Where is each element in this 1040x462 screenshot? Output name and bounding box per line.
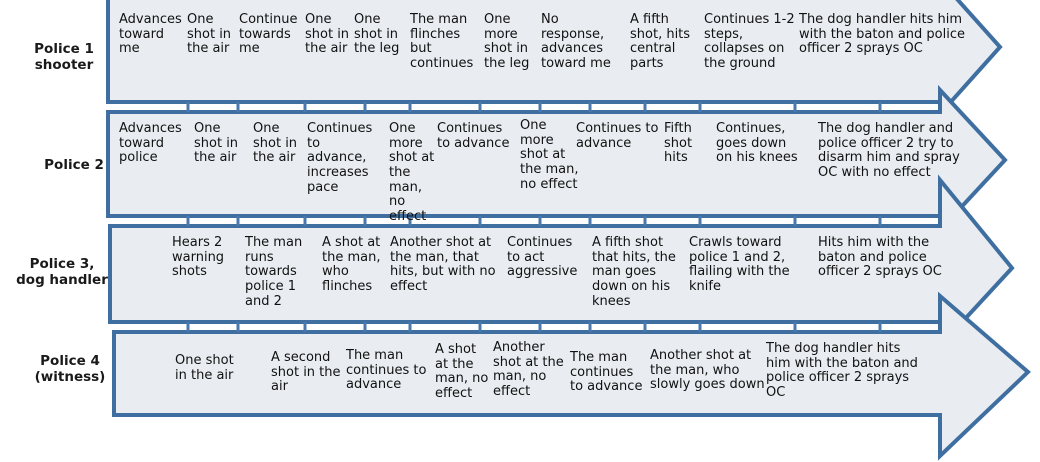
event-cell: One shot in the air [305,12,350,57]
event-cell: Advances toward police [119,121,182,166]
event-cell: Continue towards me [239,12,298,57]
event-cell: Crawls toward police 1 and 2, flailing with the knife [689,235,790,295]
event-cell: Hits him with the baton and police officer 2 sprays OC [818,235,942,280]
event-cell: A shot at the man, who flinches [322,235,381,295]
event-cell: Continues 1-2 steps, collapses on the ground [704,12,795,72]
event-cell: Continues to advance [576,121,659,151]
event-cell: One more shot in the leg [484,12,530,72]
event-cell: Advances toward me [119,12,182,57]
event-cell: The dog handler hits him with the baton and police officer 2 sprays OC [799,12,965,57]
event-cell: One shot in the air [175,353,234,383]
event-cell: A shot at the man, no effect [435,342,489,402]
event-cell: Continues to act aggressive [507,235,578,280]
event-cell: One shot in the air [194,121,239,166]
event-cell: Continues to advance, increases pace [307,121,373,195]
event-cell: One more shot at the man, no effect [520,118,579,192]
event-cell: Another shot at the man, no effect [493,340,564,400]
event-cell: Continues to advance [437,121,510,151]
event-cell: A second shot in the air [271,350,341,395]
event-cell: The man flinches but continues [410,12,474,72]
row-label-police-2: Police 2 [44,157,104,173]
event-cell: Hears 2 warning shots [172,235,225,280]
event-cell: One shot in the air [187,12,232,57]
row-label-police-4: Police 4 (witness) [34,353,106,385]
event-cell: The dog handler hits him with the baton and police officer 2 sprays OC [766,341,918,401]
row-label-police-3: Police 3, dog handler [16,256,108,288]
event-cell: Another shot at the man, who slowly goes down [650,348,765,393]
event-cell: One more shot at the man, no effect [389,121,435,225]
event-cell: Another shot at the man, that hits, but with no effect [390,235,496,295]
event-cell: Fifth shot hits [664,121,693,166]
event-cell: The man continues to advance [346,348,427,393]
event-cell: A fifth shot that hits, the man goes down on his knees [592,235,676,309]
event-cell: A fifth shot, hits central parts [630,12,691,72]
event-cell: One shot in the air [253,121,298,166]
event-cell: One shot in the leg [354,12,400,57]
event-cell: The dog handler and police officer 2 try to disarm him and spray OC with no effect [818,121,960,181]
event-cell: No response, advances toward me [541,12,611,72]
row-label-police-1: Police 1 shooter [34,41,94,73]
event-cell: The man runs towards police 1 and 2 [245,235,303,309]
event-cell: Continues, goes down on his knees [716,121,798,166]
event-cell: The man continues to advance [570,350,643,395]
